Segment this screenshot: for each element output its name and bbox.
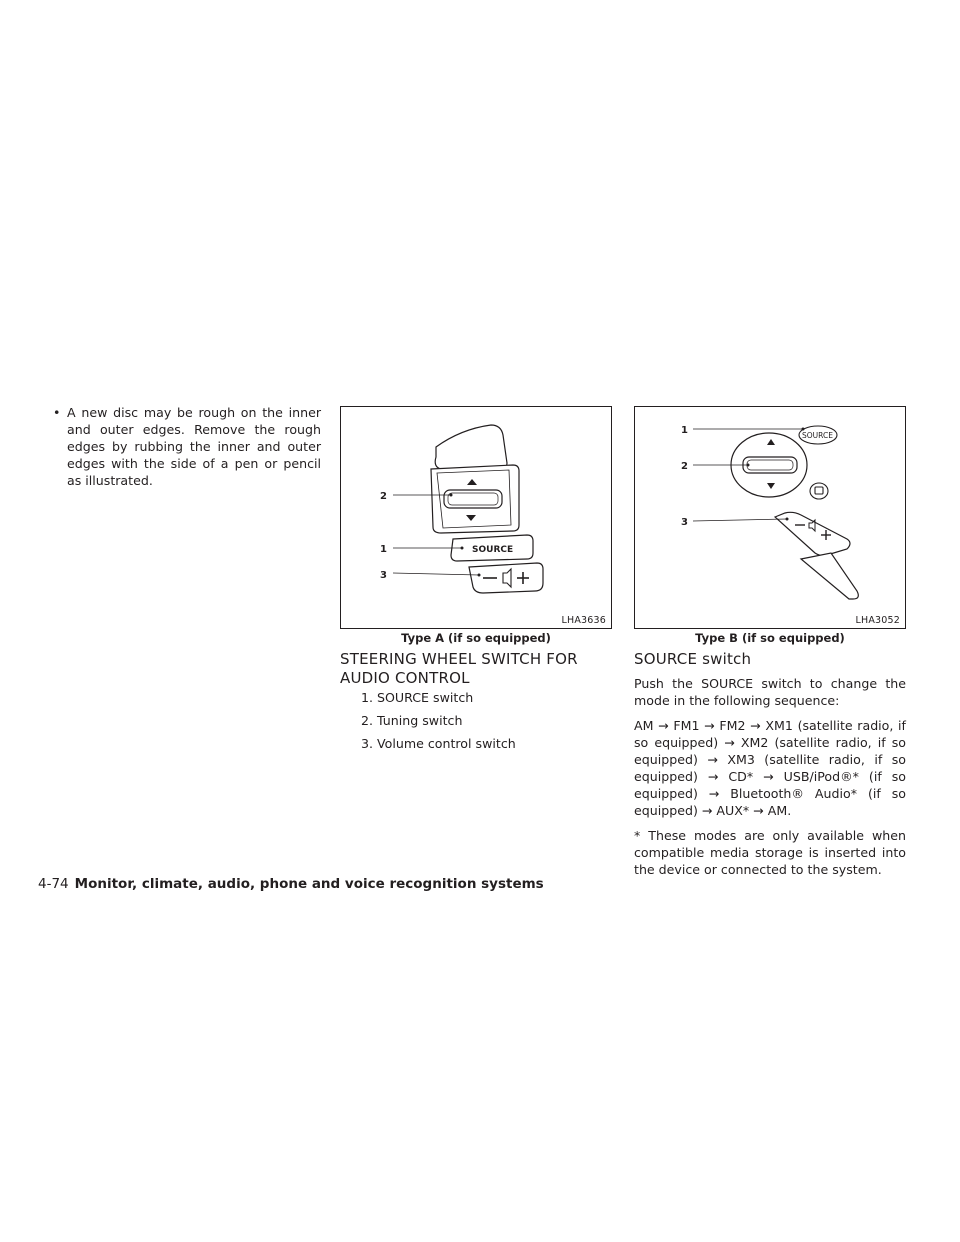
- steering-heading-line-1: STEERING WHEEL SWITCH FOR: [340, 650, 578, 668]
- switch-list: [361, 690, 516, 759]
- bullet-text: A new disc may be rough on the inner and outer edges. Remove the rough edges by rubbing the inner and outer edges with the side of a pen or pencil as illustrated.: [67, 405, 321, 488]
- list-item: 2. Tuning switch: [361, 713, 463, 728]
- type-b-source-label: SOURCE: [802, 431, 833, 440]
- source-section: [634, 675, 906, 886]
- type-b-callout-1: 1: [681, 425, 688, 436]
- type-a-callout-3: 3: [380, 570, 387, 581]
- type-a-source-label: SOURCE: [472, 545, 514, 555]
- figure-code-a: LHA3636: [561, 615, 606, 626]
- steering-heading-line-2: AUDIO CONTROL: [340, 669, 470, 687]
- type-b-callout-3: 3: [681, 517, 688, 528]
- page-number: 4-74: [38, 876, 69, 892]
- bullet-paragraph: [53, 404, 321, 489]
- source-intro: Push the SOURCE switch to change the mode in the following sequence:: [634, 676, 906, 708]
- steering-switch-type-b-illustration: [635, 407, 905, 628]
- caption-type-b: Type B (if so equipped): [695, 631, 845, 645]
- caption-type-a: Type A (if so equipped): [401, 631, 551, 645]
- figure-code-b: LHA3052: [855, 615, 900, 626]
- bullet-symbol: •: [53, 405, 61, 420]
- figure-type-a: [340, 406, 612, 629]
- chapter-title: Monitor, climate, audio, phone and voice recognition systems: [74, 876, 544, 892]
- list-item: 3. Volume control switch: [361, 736, 516, 751]
- figure-type-b: [634, 406, 906, 629]
- type-b-callout-2: 2: [681, 461, 688, 472]
- list-item: 1. SOURCE switch: [361, 690, 474, 705]
- page-footer: [38, 876, 544, 892]
- steering-switch-type-a-illustration: [341, 407, 611, 628]
- source-sequence: AM → FM1 → FM2 → XM1 (satellite radio, if so equipped) → XM2 (satellite radio, if so equipped) → XM3 (satellite radio, if so equipped) → CD* → USB/iPod®* (if so equipped) → Bluetooth® Audio* (if so equipped) → AUX* → AM.: [634, 718, 906, 818]
- type-a-callout-1: 1: [380, 544, 387, 555]
- source-note: * These modes are only available when compatible media storage is inserted into the device or connected to the system.: [634, 828, 906, 877]
- type-a-callout-2: 2: [380, 491, 387, 502]
- steering-heading: [340, 650, 612, 688]
- source-heading: SOURCE switch: [634, 650, 752, 668]
